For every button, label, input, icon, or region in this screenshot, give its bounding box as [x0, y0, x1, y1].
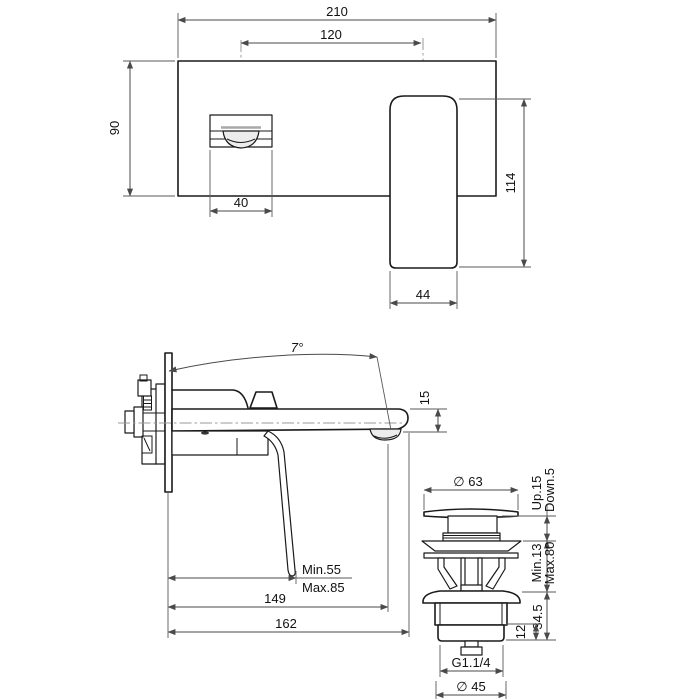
- front-view: [107, 4, 531, 309]
- dim-handle-width: [390, 271, 457, 309]
- spout-bar: [172, 409, 408, 431]
- clamp-mechanism: [438, 558, 505, 591]
- drain-view: [422, 468, 557, 699]
- dim-lever-reach: [168, 492, 352, 638]
- dim-tip-height: [403, 391, 447, 432]
- side-view: [118, 340, 447, 638]
- inlet-union: [134, 407, 143, 437]
- lower-dome-washer: [423, 591, 520, 603]
- handle-lever-side: [264, 431, 295, 576]
- dim-text-162: 162: [275, 616, 297, 631]
- clamp-leg-right: [486, 558, 505, 589]
- dim-text-210: 210: [326, 4, 348, 19]
- plaster-flange: [156, 384, 165, 464]
- popup-stem: [448, 516, 497, 533]
- dim-reach-aerator: [168, 444, 388, 612]
- dim-text-dia63: ∅ 63: [453, 474, 483, 489]
- set-screw-dot: [201, 431, 209, 434]
- threaded-tail: [438, 625, 504, 641]
- dim-text-12: 12: [513, 624, 528, 640]
- spout-housing-top: [172, 390, 248, 408]
- dim-cap-diameter: [424, 474, 518, 510]
- dim-text-min13: Min.13: [529, 543, 544, 583]
- dim-text-up15: Up.15: [529, 475, 544, 511]
- dim-text-90: 90: [107, 120, 122, 136]
- cartridge-cap: [250, 392, 277, 408]
- dim-body-diameter: [436, 679, 506, 699]
- dim-hole-spacing: [241, 27, 421, 43]
- dim-text-down5: Down.5: [542, 467, 557, 513]
- dim-text-44: 44: [415, 287, 431, 302]
- dim-text-max80: Max.80: [542, 541, 557, 585]
- dim-text-120: 120: [320, 27, 342, 42]
- clamp-center-foot: [461, 585, 482, 591]
- dim-text-114: 114: [503, 172, 518, 194]
- handle-front: [390, 96, 457, 268]
- dim-text-40: 40: [233, 195, 249, 210]
- angle-arc: [169, 354, 377, 371]
- dim-plate-height: [107, 61, 175, 196]
- seal-washer: [424, 553, 518, 558]
- inlet-cap: [125, 411, 134, 433]
- concealed-valve-body: [125, 375, 165, 464]
- dim-text-max85: Max.85: [302, 580, 345, 595]
- dim-text-g114: G1.1/4: [451, 655, 491, 670]
- waste-body: [435, 603, 507, 625]
- dim-text-min55: Min.55: [302, 562, 342, 577]
- clamp-leg-left: [438, 558, 457, 589]
- dim-thread-length: [506, 624, 541, 640]
- upper-flange: [422, 541, 521, 551]
- dim-text-15: 15: [417, 390, 432, 406]
- dim-text-34-5: 34.5: [530, 604, 545, 630]
- body-block: [172, 431, 268, 455]
- mount-clip: [138, 380, 151, 396]
- spout-outlet-front: [210, 115, 272, 148]
- ribbed-collar: [443, 533, 500, 541]
- dim-text-149: 149: [264, 591, 286, 606]
- dim-text-7deg: 7°: [290, 340, 304, 355]
- dim-text-dia45: ∅ 45: [456, 679, 486, 694]
- tail-nub: [461, 641, 482, 655]
